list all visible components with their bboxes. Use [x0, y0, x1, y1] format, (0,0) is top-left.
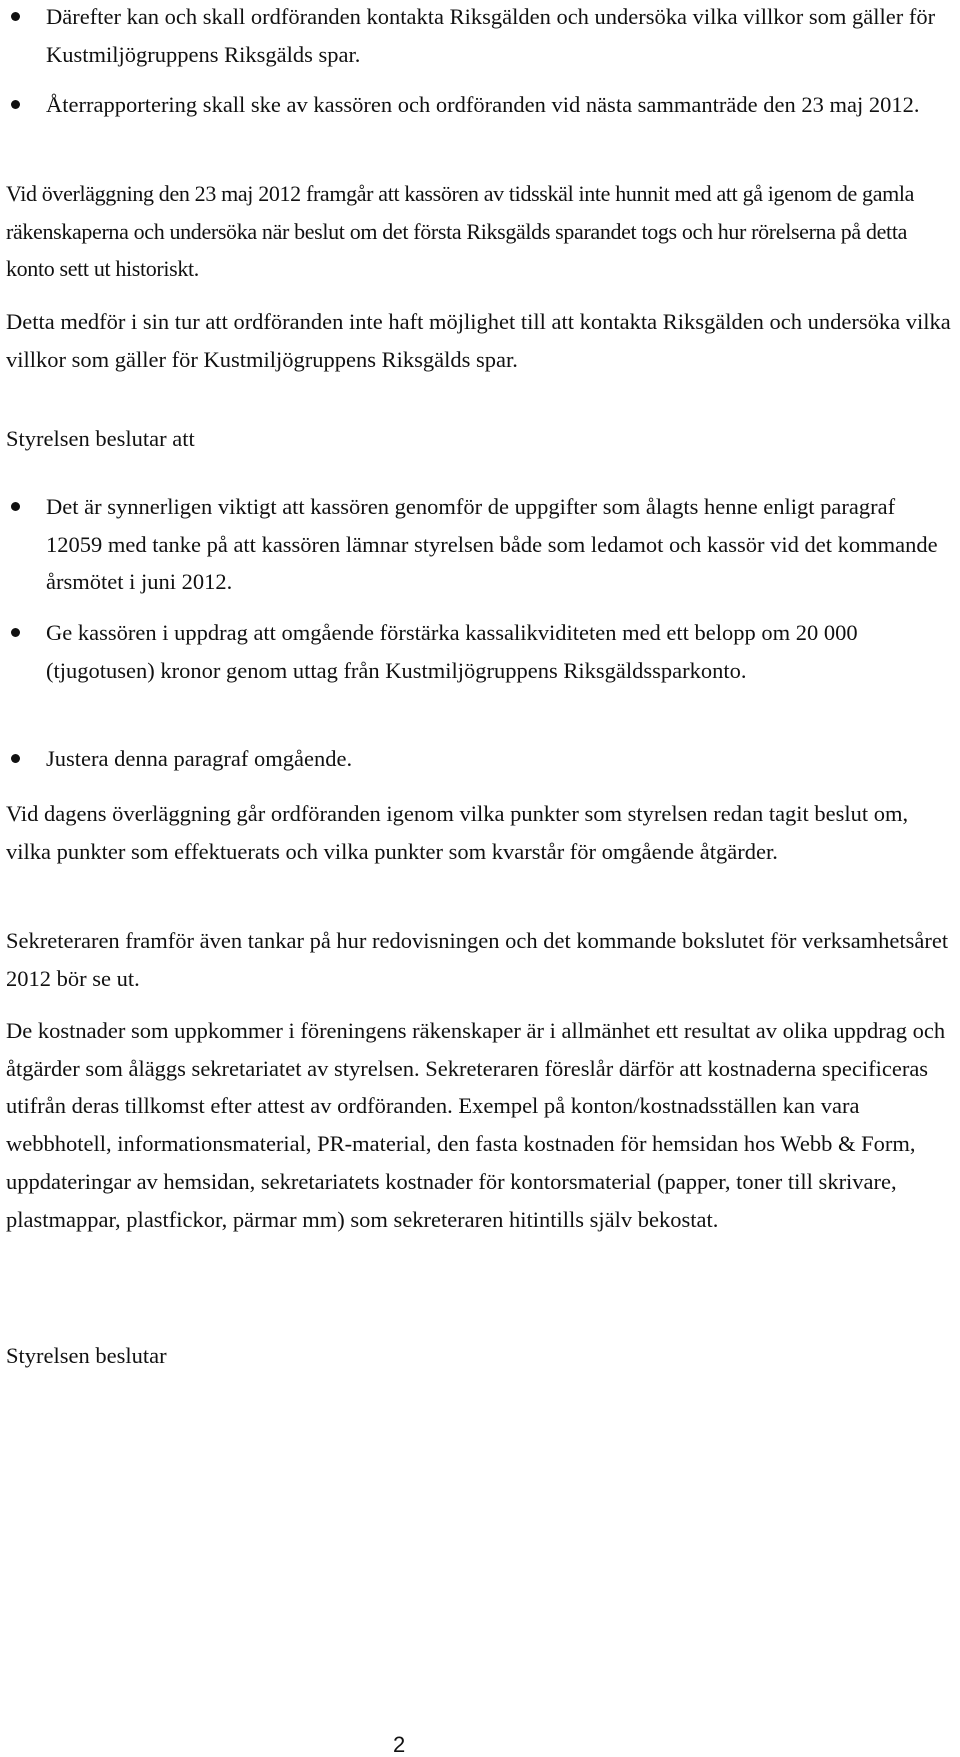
decision-heading-final: Styrelsen beslutar	[6, 1343, 167, 1368]
paragraph-todays-deliberation: Vid dagens överläggning går ordföranden igenom vilka punkter som styrelsen redan tagit beslut om, vilka punkter som effektuerats och vilka punkter som kvarstår för omgående åtgärder.	[6, 801, 909, 864]
bullet-item-contact-riksgalden: Därefter kan och skall ordföranden kontakta Riksgälden och undersöka vilka villkor som gäller för Kustmiljögruppens Riksgälds spar.	[46, 4, 936, 67]
bullet-icon	[11, 12, 20, 21]
decision-heading: Styrelsen beslutar att	[6, 426, 195, 451]
page-number: 2	[393, 1732, 406, 1757]
bullet-icon	[11, 502, 20, 511]
paragraph-costs: De kostnader som uppkommer i föreningens räkenskaper är i allmänhet ett resultat av olika uppdrag och åtgärder som åläggs sekretariatet av styrelsen. Sekreteraren föreslår därför att kostnaderna specificeras utifrån deras tillkomst efter attest av ordföranden. Exempel på konton/kostnadsställen kan vara webbhotell, informationsmaterial, PR-material, den fasta kostnaden för hemsidan hos Webb & Form, uppdateringar av hemsidan, sekretariatets kostnader för kontorsmaterial (papper, toner till skrivare, plastmappar, plastfickor, pärmar mm) som sekreteraren hitintills själv bekostat.	[6, 1018, 946, 1232]
bullet-icon	[11, 100, 20, 109]
decision-bullet-liquidity: Ge kassören i uppdrag att omgående förstärka kassalikviditeten med ett belopp om 20 000 (tjugotusen) kronor genom uttag från Kustmiljögruppens Riksgäldssparkonto.	[46, 620, 858, 683]
bullet-icon	[11, 628, 20, 637]
decision-bullet-adjust: Justera denna paragraf omgående.	[46, 746, 353, 771]
paragraph-chair-consequence: Detta medför i sin tur att ordföranden inte haft möjlighet till att kontakta Riksgälden och undersöka vilka villkor som gäller för Kustmiljögruppens Riksgälds spar.	[6, 309, 951, 372]
decision-bullet-treasurer-tasks: Det är synnerligen viktigt att kassören genomför de uppgifter som ålagts henne enligt paragraf 12059 med tanke på att kassören lämnar styrelsen både som ledamot och kassör vid det kommande årsmötet i juni 2012.	[46, 494, 938, 595]
bullet-item-report-back: Återrapportering skall ske av kassören och ordföranden vid nästa sammanträde den 23 maj 2012.	[46, 92, 920, 117]
paragraph-secretary-accounting: Sekreteraren framför även tankar på hur redovisningen och det kommande bokslutet för verksamhetsåret 2012 bör se ut.	[6, 928, 949, 991]
paragraph-deliberation-may: Vid överläggning den 23 maj 2012 framgår att kassören av tidsskäl inte hunnit med att gå igenom de gamla räkenskaperna och undersöka när beslut om det första Riksgälds sparandet togs och hur rörelserna på detta konto sett ut historiskt.	[6, 181, 915, 282]
bullet-icon	[11, 754, 20, 763]
